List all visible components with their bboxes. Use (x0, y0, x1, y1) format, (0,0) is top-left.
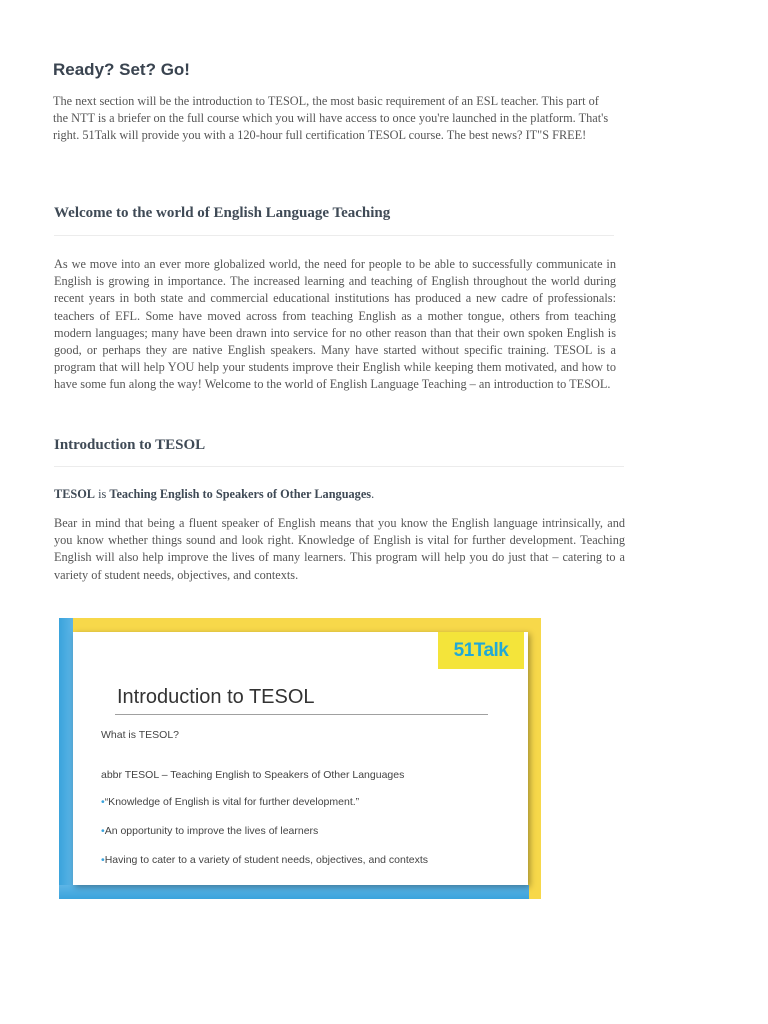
slide-bullet (101, 825, 318, 837)
bullet-text: “Knowledge of English is vital for further development.” (104, 796, 360, 808)
bullet-text: An opportunity to improve the lives of learners (104, 825, 319, 837)
divider (54, 235, 614, 236)
slide-abbr: abbr TESOL – Teaching English to Speakers of Other Languages (101, 769, 405, 781)
section-heading-introduction: Introduction to TESOL (54, 437, 206, 453)
divider (54, 466, 624, 467)
slide-frame-left (59, 618, 73, 899)
tesol-definition (54, 487, 374, 502)
slide-title: Introduction to TESOL (117, 686, 315, 708)
bullet-icon: • (101, 825, 105, 837)
definition-text: Teaching English to Speakers of Other Languages (109, 487, 372, 501)
slide-bullet (101, 854, 428, 866)
51talk-logo: 51Talk (438, 632, 524, 669)
section-heading-ready: Ready? Set? Go! (53, 60, 190, 79)
welcome-paragraph: As we move into an ever more globalized world, the need for people to be able to successfully communicate in English is growing in importance. The increased learning and teaching of English throughout the world during recent years in both state and commercial educational institutions has produced a new cadre of professionals: teachers of EFL. Some have moved across from teaching English as a mother tongue, others from teaching modern languages; many have been drawn into service for no other reason than that their own spoken English is good, or perhaps they are native English speakers. Many have started without specific training. TESOL is a program that will help YOU help your students improve their English while keeping them motivated, and how to have some fun along the way! Welcome to the world of English Language Teaching – an introduction to TESOL. (54, 257, 616, 392)
slide-frame-bottom (59, 885, 529, 899)
definition-term: TESOL (54, 487, 96, 501)
slide-image (59, 618, 541, 899)
tesol-paragraph: Bear in mind that being a fluent speaker of English means that you know the English language intrinsically, and you know whether things sound and look right. Knowledge of English is vital for further development. Teaching English will also help improve the lives of many learners. This program will help you do just that – catering to a variety of student needs, objectives, and contexts. (54, 516, 625, 582)
definition-is: is (95, 487, 110, 501)
intro-paragraph: The next section will be the introduction to TESOL, the most basic requirement of an ESL teacher. This part of the NTT is a briefer on the full course which you will have access to once you're launched in the platform. That's right. 51Talk will provide you with a 120-hour full certification TESOL course. The best news? IT"S FREE! (53, 94, 609, 143)
slide-bullet (101, 796, 359, 808)
slide-divider (115, 714, 488, 715)
slide-content (73, 632, 528, 885)
bullet-icon: • (101, 854, 105, 866)
section-heading-welcome: Welcome to the world of English Language Teaching (54, 205, 391, 221)
bullet-text: Having to cater to a variety of student needs, objectives, and contexts (104, 854, 429, 866)
bullet-icon: • (101, 796, 105, 808)
slide-question: What is TESOL? (101, 729, 180, 741)
definition-end: . (371, 487, 375, 501)
